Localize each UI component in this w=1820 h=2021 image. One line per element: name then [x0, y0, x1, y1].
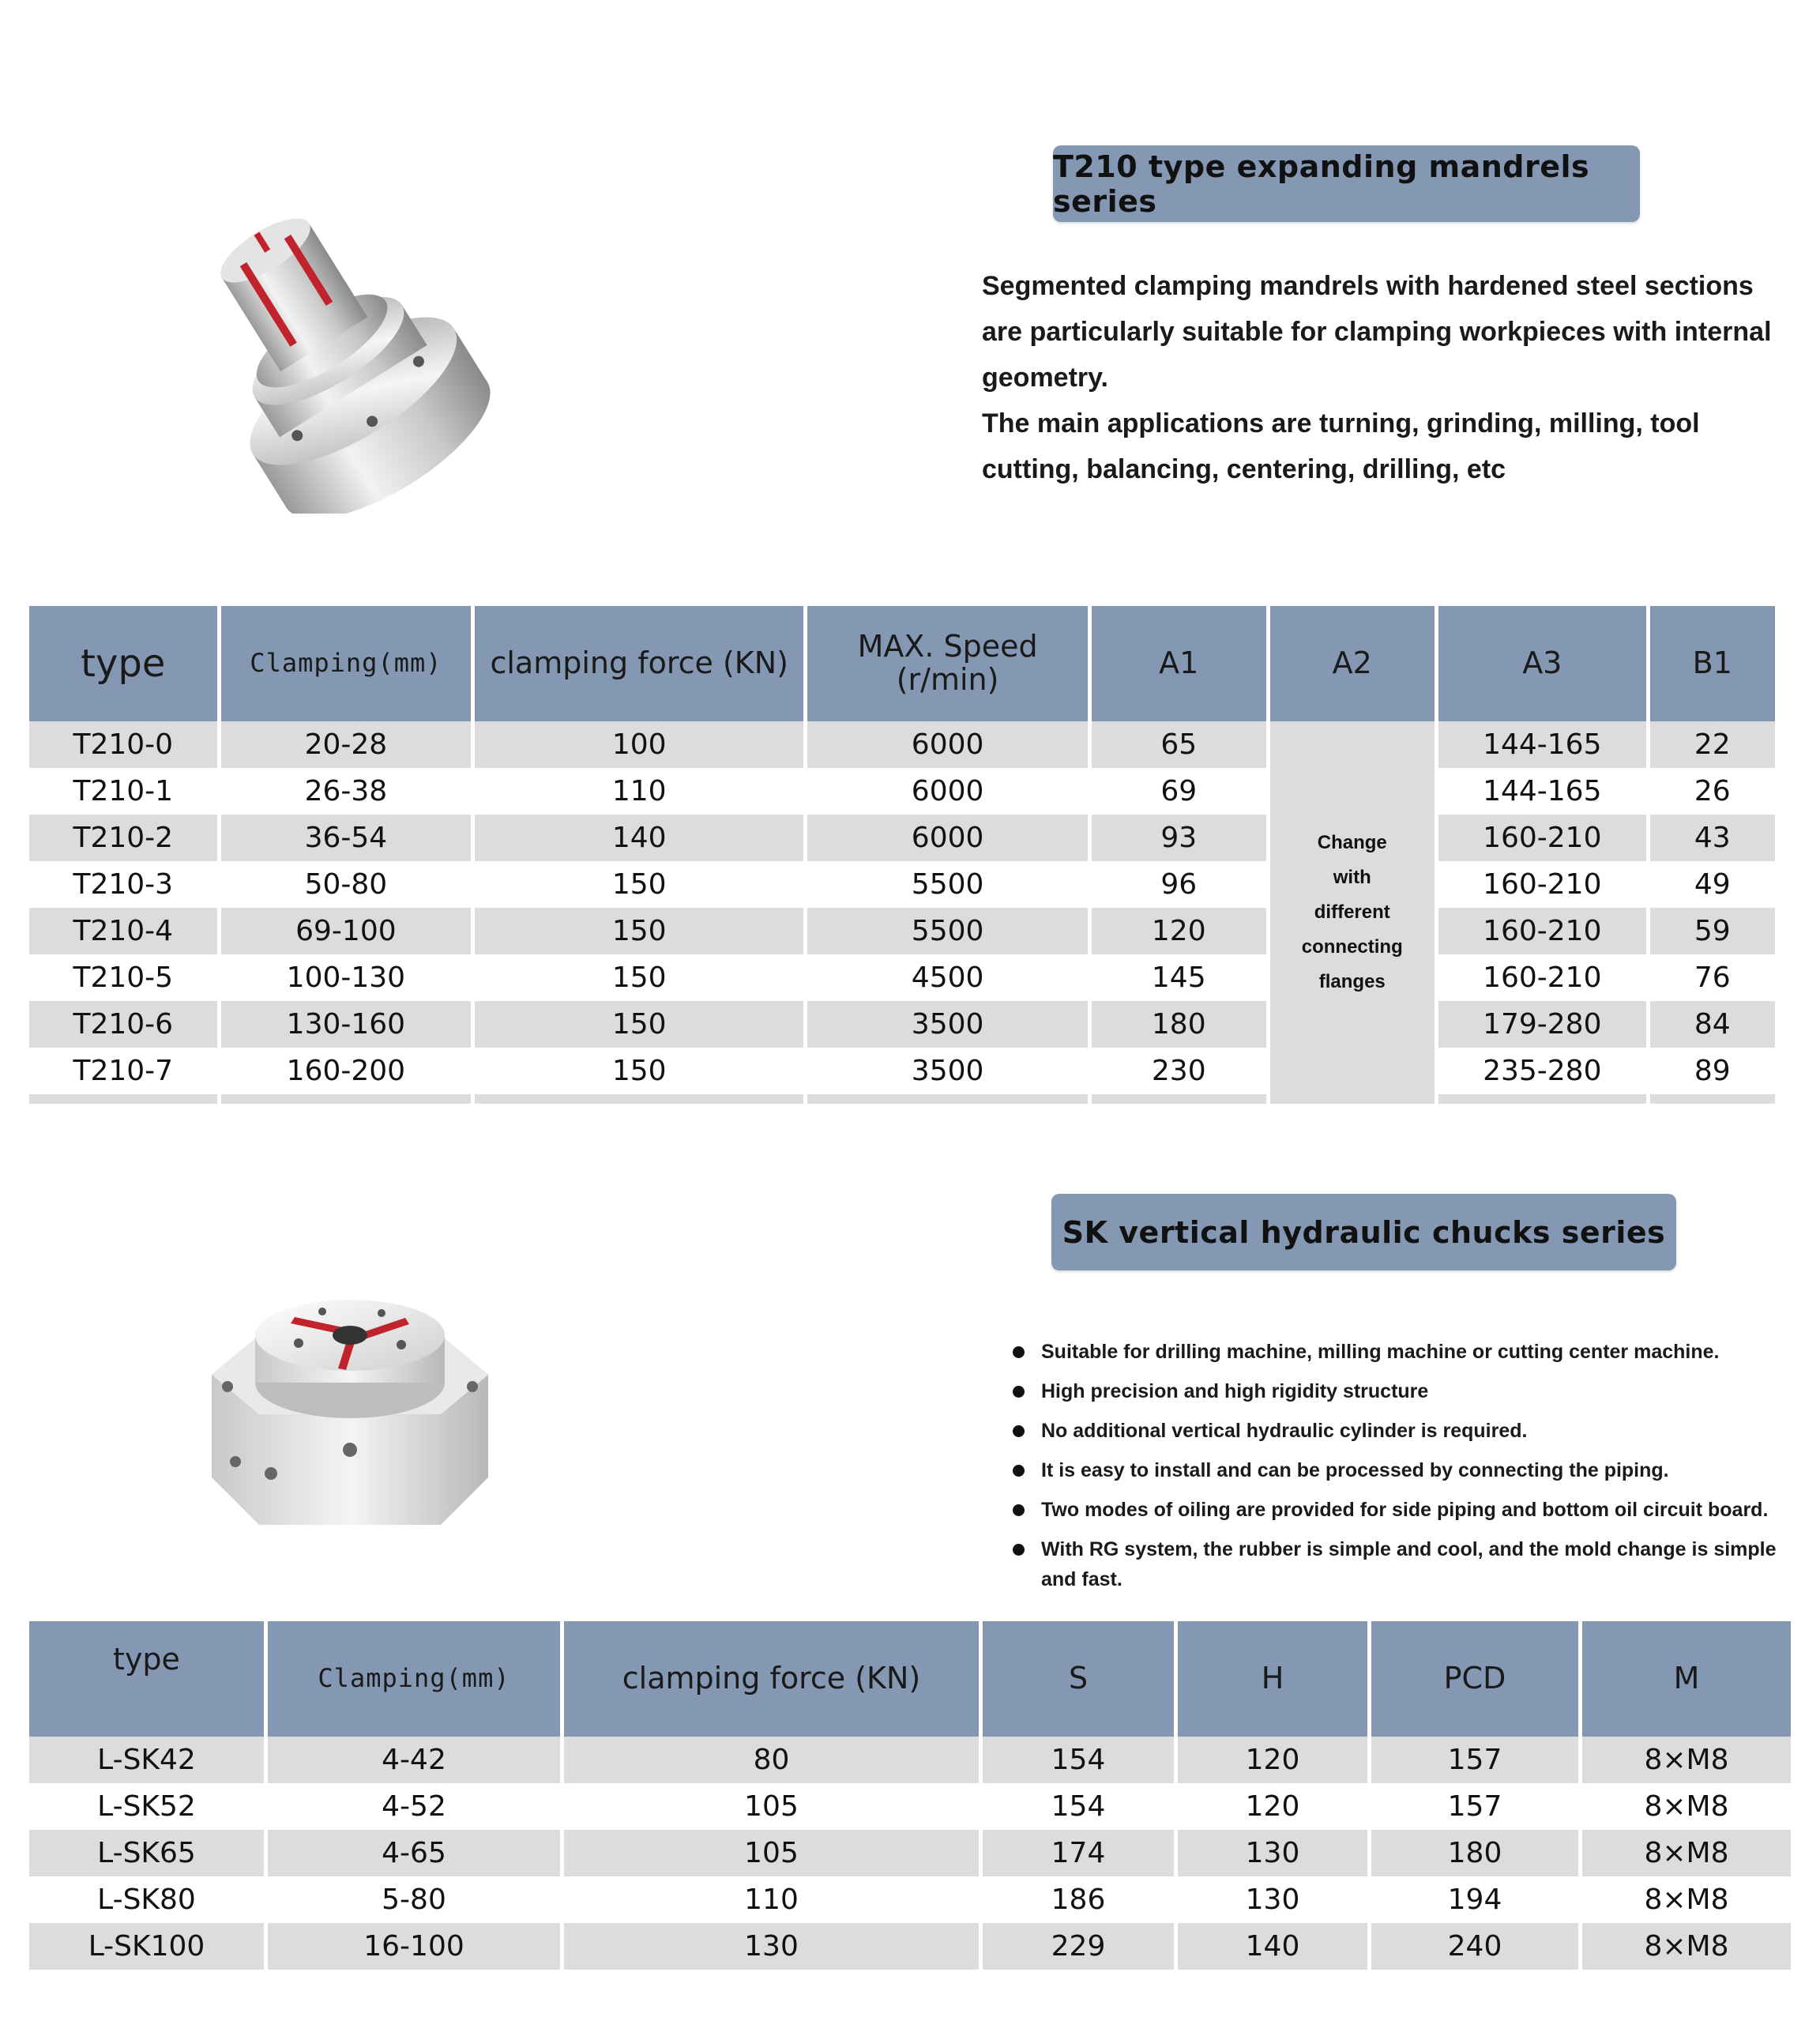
cell-clamping: 4-52	[268, 1783, 560, 1830]
bullet-dot-icon	[1013, 1425, 1025, 1437]
list-item	[1013, 1337, 1795, 1367]
strip-cell	[29, 1094, 217, 1104]
cell-type: T210-0	[29, 721, 217, 768]
strip-cell	[1650, 1094, 1775, 1104]
cell-b1: 22	[1650, 721, 1775, 768]
section1-description	[982, 263, 1772, 492]
cell-pcd: 180	[1371, 1830, 1578, 1876]
cell-a3: 144-165	[1438, 721, 1646, 768]
table-row	[29, 1783, 1791, 1830]
cell-force: 150	[475, 1001, 803, 1048]
cell-force: 150	[475, 1048, 803, 1094]
a2-line-4: connecting	[1301, 936, 1403, 958]
cell-clamping: 36-54	[221, 815, 472, 861]
cell-a3: 235-280	[1438, 1048, 1646, 1094]
table-header-row	[29, 606, 1775, 721]
cell-force: 130	[564, 1923, 979, 1970]
table-row	[29, 1737, 1791, 1783]
cell-m: 8×M8	[1582, 1783, 1791, 1830]
cell-clamping: 20-28	[221, 721, 472, 768]
header-m: M	[1582, 1621, 1791, 1737]
cell-s: 174	[983, 1830, 1174, 1876]
cell-s: 186	[983, 1876, 1174, 1923]
cell-a1: 180	[1092, 1001, 1266, 1048]
t210-spec-table	[25, 606, 1779, 1104]
sk-spec-table	[25, 1621, 1795, 1970]
table-row	[29, 1830, 1791, 1876]
cell-speed: 3500	[807, 1048, 1088, 1094]
cell-b1: 89	[1650, 1048, 1775, 1094]
cell-type: T210-3	[29, 861, 217, 908]
bullet-text: High precision and high rigidity structure	[1041, 1380, 1429, 1402]
cell-type: T210-7	[29, 1048, 217, 1094]
cell-force: 150	[475, 908, 803, 954]
strip-cell	[221, 1094, 472, 1104]
cell-clamping: 50-80	[221, 861, 472, 908]
bullet-dot-icon	[1013, 1544, 1025, 1556]
table-row	[29, 1876, 1791, 1923]
cell-speed: 6000	[807, 721, 1088, 768]
cell-a3: 160-210	[1438, 954, 1646, 1001]
cell-force: 150	[475, 954, 803, 1001]
header-pcd: PCD	[1371, 1621, 1578, 1737]
section1-title: T210 type expanding mandrels series	[1053, 149, 1590, 219]
cell-b1: 26	[1650, 768, 1775, 815]
list-item	[1013, 1495, 1795, 1525]
cell-s: 229	[983, 1923, 1174, 1970]
cell-clamping: 16-100	[268, 1923, 560, 1970]
table-row	[29, 908, 1775, 954]
section1-title-banner	[1053, 145, 1640, 222]
header-clamping-force: clamping force (KN)	[564, 1621, 979, 1737]
bullet-dot-icon	[1013, 1386, 1025, 1398]
cell-clamping: 5-80	[268, 1876, 560, 1923]
cell-pcd: 157	[1371, 1783, 1578, 1830]
cell-clamping: 69-100	[221, 908, 472, 954]
cell-clamping: 130-160	[221, 1001, 472, 1048]
cell-type: L-SK42	[29, 1737, 264, 1783]
cell-speed: 3500	[807, 1001, 1088, 1048]
header-max-speed: MAX. Speed (r/min)	[807, 606, 1088, 721]
a2-line-3: different	[1314, 901, 1390, 923]
cell-type: L-SK100	[29, 1923, 264, 1970]
cell-s: 154	[983, 1737, 1174, 1783]
bullet-dot-icon	[1013, 1465, 1025, 1477]
cell-a1: 120	[1092, 908, 1266, 954]
cell-a3: 160-210	[1438, 861, 1646, 908]
list-item	[1013, 1534, 1795, 1594]
table-row	[29, 768, 1775, 815]
header-b1: B1	[1650, 606, 1775, 721]
table-row	[29, 1001, 1775, 1048]
table-header-row	[29, 1621, 1791, 1737]
cell-s: 154	[983, 1783, 1174, 1830]
cell-type: T210-1	[29, 768, 217, 815]
cell-m: 8×M8	[1582, 1737, 1791, 1783]
cell-b1: 49	[1650, 861, 1775, 908]
description-paragraph-2: The main applications are turning, grinding, milling, tool cutting, balancing, centering, drilling, etc	[982, 408, 1700, 484]
table-row	[29, 721, 1775, 768]
bullet-dot-icon	[1013, 1346, 1025, 1358]
cell-h: 120	[1178, 1783, 1367, 1830]
cell-speed: 6000	[807, 768, 1088, 815]
cell-a1: 96	[1092, 861, 1266, 908]
hydraulic-chuck-image	[204, 1280, 496, 1541]
cell-force: 105	[564, 1830, 979, 1876]
bullet-text: With RG system, the rubber is simple and cool, and the mold change is simple and fast.	[1041, 1538, 1777, 1590]
cell-b1: 84	[1650, 1001, 1775, 1048]
cell-clamping: 100-130	[221, 954, 472, 1001]
cell-speed: 6000	[807, 815, 1088, 861]
cell-type: T210-4	[29, 908, 217, 954]
cell-speed: 5500	[807, 908, 1088, 954]
header-type: type	[29, 606, 217, 721]
cell-force: 110	[564, 1876, 979, 1923]
cell-pcd: 157	[1371, 1737, 1578, 1783]
header-h: H	[1178, 1621, 1367, 1737]
table-row	[29, 815, 1775, 861]
header-clamping: Clamping(mm)	[221, 606, 472, 721]
header-a1: A1	[1092, 606, 1266, 721]
table-bottom-strip	[29, 1094, 1775, 1104]
bullet-text: It is easy to install and can be processed by connecting the piping.	[1041, 1459, 1669, 1481]
cell-pcd: 194	[1371, 1876, 1578, 1923]
table-row	[29, 1923, 1791, 1970]
list-item	[1013, 1376, 1795, 1406]
expanding-mandrel-image	[213, 182, 513, 514]
cell-a3: 144-165	[1438, 768, 1646, 815]
bullet-dot-icon	[1013, 1504, 1025, 1516]
cell-b1: 59	[1650, 908, 1775, 954]
cell-clamping: 26-38	[221, 768, 472, 815]
a2-line-5: flanges	[1318, 971, 1386, 992]
table-row	[29, 954, 1775, 1001]
header-clamping-force: clamping force (KN)	[475, 606, 803, 721]
cell-speed: 5500	[807, 861, 1088, 908]
header-clamping: Clamping(mm)	[268, 1621, 560, 1737]
cell-m: 8×M8	[1582, 1830, 1791, 1876]
cell-a1: 230	[1092, 1048, 1266, 1094]
bullet-text: Two modes of oiling are provided for side piping and bottom oil circuit board.	[1041, 1499, 1769, 1521]
cell-a2-merged	[1270, 721, 1435, 1104]
cell-type: T210-2	[29, 815, 217, 861]
a2-line-1: Change	[1317, 832, 1387, 853]
cell-h: 120	[1178, 1737, 1367, 1783]
header-type: type	[29, 1621, 264, 1737]
strip-cell	[807, 1094, 1088, 1104]
cell-a1: 93	[1092, 815, 1266, 861]
cell-m: 8×M8	[1582, 1923, 1791, 1970]
cell-a1: 145	[1092, 954, 1266, 1001]
cell-force: 100	[475, 721, 803, 768]
cell-a3: 160-210	[1438, 908, 1646, 954]
cell-type: L-SK52	[29, 1783, 264, 1830]
cell-force: 140	[475, 815, 803, 861]
cell-type: L-SK65	[29, 1830, 264, 1876]
cell-type: T210-5	[29, 954, 217, 1001]
list-item	[1013, 1416, 1795, 1446]
cell-force: 110	[475, 768, 803, 815]
cell-type: T210-6	[29, 1001, 217, 1048]
header-a3: A3	[1438, 606, 1646, 721]
strip-cell	[1438, 1094, 1646, 1104]
description-paragraph-1: Segmented clamping mandrels with hardened steel sections are particularly suitable for clamping workpieces with internal geometry.	[982, 271, 1772, 393]
cell-b1: 76	[1650, 954, 1775, 1001]
cell-pcd: 240	[1371, 1923, 1578, 1970]
header-a2: A2	[1270, 606, 1435, 721]
cell-speed: 4500	[807, 954, 1088, 1001]
bullet-text: No additional vertical hydraulic cylinder is required.	[1041, 1420, 1528, 1442]
cell-m: 8×M8	[1582, 1876, 1791, 1923]
cell-h: 140	[1178, 1923, 1367, 1970]
cell-clamping: 4-42	[268, 1737, 560, 1783]
cell-force: 105	[564, 1783, 979, 1830]
cell-clamping: 4-65	[268, 1830, 560, 1876]
cell-h: 130	[1178, 1830, 1367, 1876]
section2-title-banner	[1051, 1194, 1676, 1270]
header-s: S	[983, 1621, 1174, 1737]
cell-a3: 179-280	[1438, 1001, 1646, 1048]
a2-line-2: with	[1333, 867, 1371, 888]
bullet-text: Suitable for drilling machine, milling machine or cutting center machine.	[1041, 1341, 1720, 1363]
cell-clamping: 160-200	[221, 1048, 472, 1094]
cell-type: L-SK80	[29, 1876, 264, 1923]
cell-b1: 43	[1650, 815, 1775, 861]
section2-title: SK vertical hydraulic chucks series	[1062, 1214, 1666, 1250]
cell-a1: 69	[1092, 768, 1266, 815]
cell-a1: 65	[1092, 721, 1266, 768]
section2-feature-list	[1013, 1337, 1795, 1604]
strip-cell	[1092, 1094, 1266, 1104]
cell-force: 80	[564, 1737, 979, 1783]
cell-a3: 160-210	[1438, 815, 1646, 861]
table-row	[29, 1048, 1775, 1094]
strip-cell	[475, 1094, 803, 1104]
list-item	[1013, 1455, 1795, 1485]
cell-h: 130	[1178, 1876, 1367, 1923]
table-row	[29, 861, 1775, 908]
cell-force: 150	[475, 861, 803, 908]
